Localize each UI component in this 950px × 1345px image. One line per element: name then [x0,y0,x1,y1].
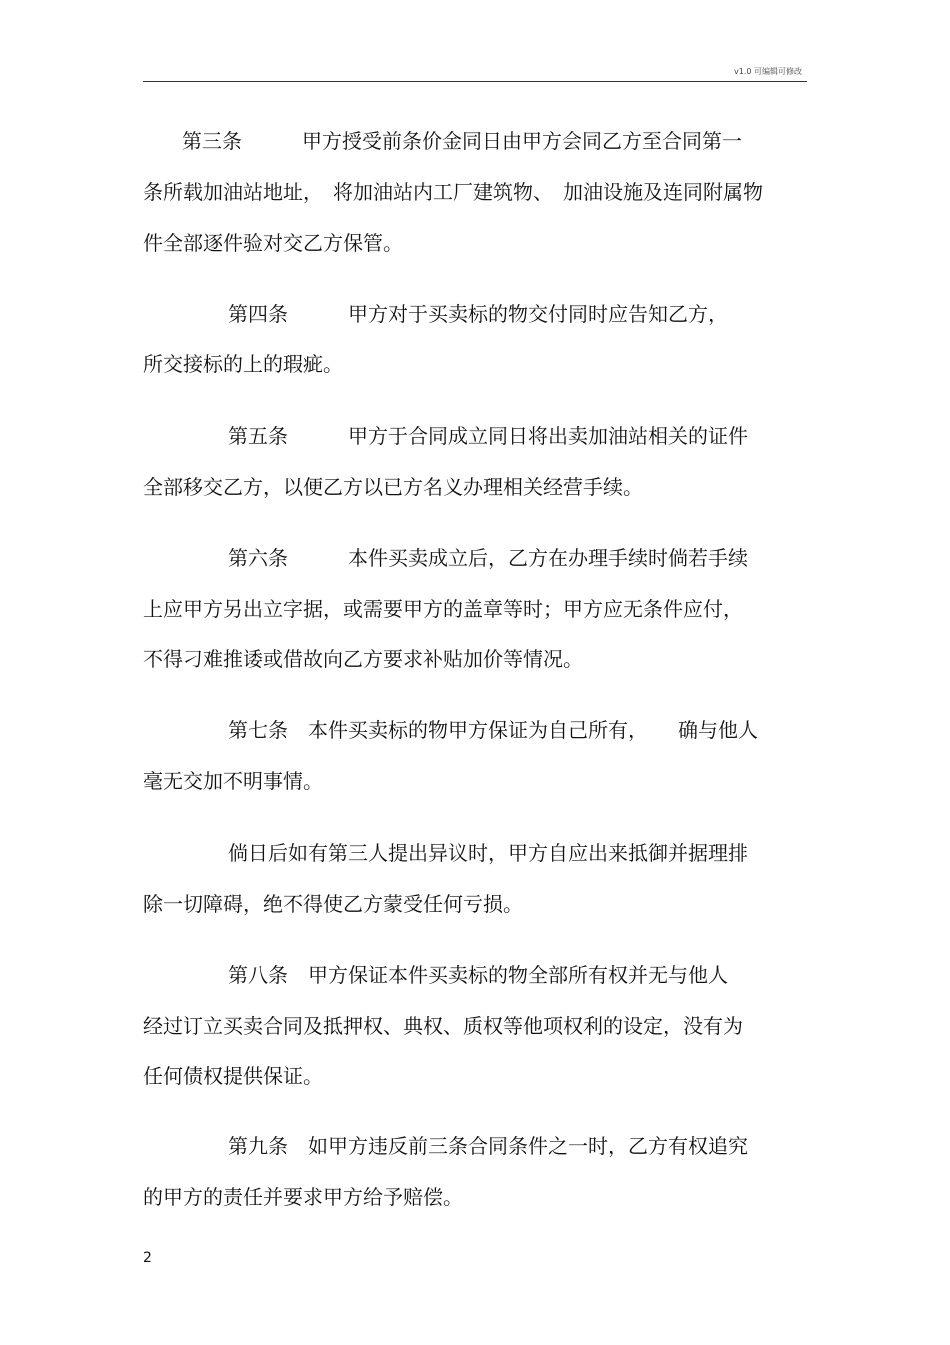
article-6-line-3: 不得刁难推诿或借故向乙方要求补贴加价等情况。 [143,647,583,671]
article-7-line-2: 毫无交加不明事情。 [143,769,323,793]
article-7-continued-line-2: 除一切障碍，绝不得使乙方蒙受任何亏损。 [143,892,523,916]
article-4-line-2: 所交接标的上的瑕疵。 [143,352,343,376]
article-6-line-1: 第六条 本件买卖成立后，乙方在办理手续时倘若手续 [228,546,748,570]
article-8-line-2: 经过订立买卖合同及抵押权、典权、质权等他项权利的设定，没有为 [143,1014,743,1038]
article-8-line-1: 第八条 甲方保证本件买卖标的物全部所有权并无与他人 [228,963,728,987]
article-9-line-1: 第九条 如甲方违反前三条合同条件之一时，乙方有权追究 [228,1134,748,1158]
article-7-line-1: 第七条 本件买卖标的物甲方保证为自己所有， 确与他人 [228,718,758,742]
article-4-line-1: 第四条 甲方对于买卖标的物交付同时应告知乙方， [228,302,728,326]
article-9-line-2: 的甲方的责任并要求甲方给予赔偿。 [143,1185,463,1209]
article-3-line-3: 件全部逐件验对交乙方保管。 [143,231,403,255]
article-3-line-1: 第三条 甲方授受前条价金同日由甲方会同乙方至合同第一 [182,129,742,153]
article-7-continued-line-1: 倘日后如有第三人提出异议时，甲方自应出来抵御并据理排 [228,841,748,865]
article-8-line-3: 任何债权提供保证。 [143,1064,323,1088]
page-number: 2 [143,1250,152,1266]
header-divider [143,81,807,82]
article-6-line-2: 上应甲方另出立字据，或需要甲方的盖章等时；甲方应无条件应付， [143,597,743,621]
article-5-line-1: 第五条 甲方于合同成立同日将出卖加油站相关的证件 [228,424,748,448]
header-version-note: v1.0 可编辑可修改 [734,67,802,76]
article-3-line-2: 条所载加油站地址， 将加油站内工厂建筑物、 加油设施及连同附属物 [143,180,763,204]
article-5-line-2: 全部移交乙方，以便乙方以已方名义办理相关经营手续。 [143,475,643,499]
